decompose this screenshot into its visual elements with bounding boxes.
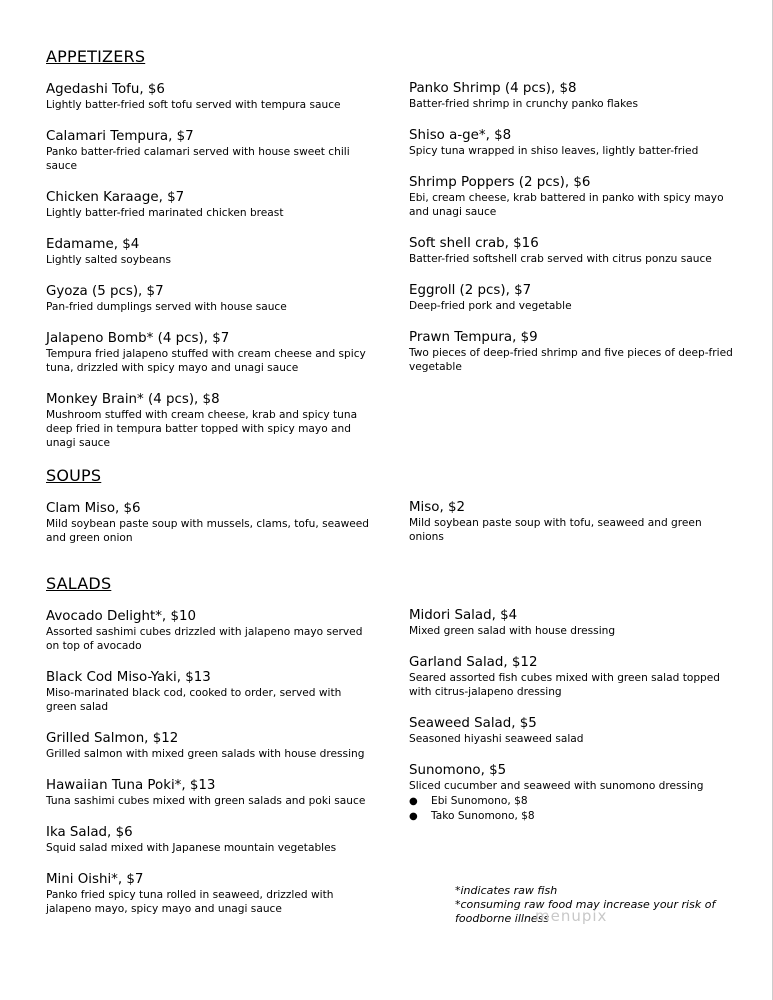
- menu-item-title: Jalapeno Bomb* (4 pcs), $7: [46, 331, 230, 346]
- menu-item: [409, 499, 739, 544]
- section-title-soups: SOUPS: [46, 466, 102, 485]
- menu-item-title: Panko Shrimp (4 pcs), $8: [409, 81, 577, 96]
- menu-item: [409, 235, 739, 266]
- menu-item-title: Eggroll (2 pcs), $7: [409, 283, 532, 298]
- raw-food-warning: *consuming raw food may increase your risk of foodborne illness: [455, 898, 716, 925]
- menu-item-title: Ika Salad, $6: [46, 825, 133, 840]
- menu-item: [46, 669, 371, 714]
- menu-item-description: Squid salad mixed with Japanese mountain vegetables: [46, 842, 337, 854]
- menu-item-title: Shrimp Poppers (2 pcs), $6: [409, 175, 591, 190]
- menu-item-description: Lightly batter-fried marinated chicken breast: [46, 207, 284, 219]
- menu-item-title: Mini Oishi*, $7: [46, 872, 144, 887]
- menu-item-description: Seared assorted fish cubes mixed with green salad topped with citrus-jalapeno dressing: [409, 672, 721, 698]
- menu-item-description: Assorted sashimi cubes drizzled with jalapeno mayo served on top of avocado: [46, 626, 363, 652]
- menu-item-description: Batter-fried softshell crab served with citrus ponzu sauce: [409, 253, 712, 265]
- menu-item: [46, 500, 371, 545]
- menu-item-description: Mixed green salad with house dressing: [409, 625, 616, 637]
- menu-item-description: Miso-marinated black cod, cooked to order, served with green salad: [46, 687, 342, 713]
- menu-item: [46, 283, 371, 314]
- menu-item: [409, 80, 739, 111]
- section-title-appetizers: APPETIZERS: [46, 47, 146, 66]
- sunomono-option: Ebi Sunomono, $8: [431, 795, 528, 807]
- menu-item-title: Sunomono, $5: [409, 763, 507, 778]
- menu-item-title: Soft shell crab, $16: [409, 236, 539, 251]
- menu-item-description: Deep-fried pork and vegetable: [409, 300, 572, 312]
- menu-item: [409, 282, 739, 313]
- menu-item-description: Mild soybean paste soup with tofu, seaweed and green onions: [409, 517, 702, 543]
- menu-item: [46, 81, 371, 112]
- menu-item-title: Monkey Brain* (4 pcs), $8: [46, 392, 220, 407]
- menu-item-description: Batter-fried shrimp in crunchy panko flakes: [409, 98, 638, 110]
- menu-item: [46, 777, 371, 808]
- menu-item: [409, 762, 739, 824]
- bullet-icon: ●: [409, 796, 418, 807]
- menu-item: [46, 330, 371, 375]
- menu-item-description: Pan-fried dumplings served with house sauce: [46, 301, 287, 313]
- menu-item: [409, 715, 739, 746]
- menu-item: [46, 128, 371, 173]
- bullet-icon: ●: [409, 811, 418, 822]
- menu-item: [46, 730, 371, 761]
- menu-item-title: Prawn Tempura, $9: [409, 330, 538, 345]
- menu-item-title: Seaweed Salad, $5: [409, 716, 537, 731]
- menu-item-description: Tuna sashimi cubes mixed with green salads and poki sauce: [46, 795, 366, 807]
- menu-item: [409, 329, 739, 374]
- appetizers-left-column: [46, 81, 371, 466]
- menu-item-title: Miso, $2: [409, 500, 465, 515]
- menu-item: [46, 391, 371, 450]
- raw-fish-note: *indicates raw fish: [455, 884, 558, 897]
- menu-item-description: Panko fried spicy tuna rolled in seaweed, drizzled with jalapeno mayo, spicy mayo and unagi sauce: [46, 889, 334, 915]
- salads-right-column: [409, 607, 739, 840]
- sunomono-option: Tako Sunomono, $8: [431, 810, 535, 822]
- menu-item-title: Agedashi Tofu, $6: [46, 82, 165, 97]
- menu-item-title: Midori Salad, $4: [409, 608, 518, 623]
- menu-item: [46, 824, 371, 855]
- menu-item: [409, 174, 739, 219]
- menu-item-title: Hawaiian Tuna Poki*, $13: [46, 778, 216, 793]
- menu-item-description: Mushroom stuffed with cream cheese, krab and spicy tuna deep fried in tempura batter topped with spicy mayo and unagi sauce: [46, 409, 358, 449]
- menu-item-title: Shiso a-ge*, $8: [409, 128, 512, 143]
- salads-left-column: [46, 608, 371, 932]
- menu-item-title: Grilled Salmon, $12: [46, 731, 179, 746]
- menu-item-description: Grilled salmon with mixed green salads with house dressing: [46, 748, 365, 760]
- menu-item-title: Avocado Delight*, $10: [46, 609, 197, 624]
- menu-item: [409, 127, 739, 158]
- menu-item: [46, 189, 371, 220]
- menu-item-title: Calamari Tempura, $7: [46, 129, 194, 144]
- menu-item-description: Panko batter-fried calamari served with house sweet chili sauce: [46, 146, 350, 172]
- menu-item-title: Clam Miso, $6: [46, 501, 141, 516]
- list-item: [409, 809, 739, 824]
- soups-left-column: [46, 500, 371, 561]
- menu-item-description: Spicy tuna wrapped in shiso leaves, lightly batter-fried: [409, 145, 699, 157]
- menu-item-title: Edamame, $4: [46, 237, 140, 252]
- menu-item-description: Mild soybean paste soup with mussels, clams, tofu, seaweed and green onion: [46, 518, 370, 544]
- appetizers-right-column: [409, 80, 739, 390]
- menu-item-description: Lightly salted soybeans: [46, 254, 171, 266]
- menu-item-description: Tempura fried jalapeno stuffed with cream cheese and spicy tuna, drizzled with spicy mayo and unagi sauce: [46, 348, 366, 374]
- menu-item-description: Two pieces of deep-fried shrimp and five pieces of deep-fried vegetable: [409, 347, 733, 373]
- watermark: menupix: [535, 907, 608, 925]
- section-title-salads: SALADS: [46, 574, 112, 593]
- menu-item-title: Garland Salad, $12: [409, 655, 538, 670]
- menu-item-title: Black Cod Miso-Yaki, $13: [46, 670, 211, 685]
- menu-item: [409, 654, 739, 699]
- soups-right-column: [409, 499, 739, 560]
- menu-item-description: Sliced cucumber and seaweed with sunomono dressing: [409, 780, 704, 792]
- menu-item: [46, 871, 371, 916]
- sunomono-options-list: [409, 794, 739, 824]
- menu-item: [46, 236, 371, 267]
- menu-item-title: Chicken Karaage, $7: [46, 190, 185, 205]
- list-item: [409, 794, 739, 809]
- menu-item-description: Lightly batter-fried soft tofu served with tempura sauce: [46, 99, 341, 111]
- menu-item: [409, 607, 739, 638]
- menu-item: [46, 608, 371, 653]
- menu-item-description: Seasoned hiyashi seaweed salad: [409, 733, 584, 745]
- menu-item-title: Gyoza (5 pcs), $7: [46, 284, 164, 299]
- menu-item-description: Ebi, cream cheese, krab battered in panko with spicy mayo and unagi sauce: [409, 192, 724, 218]
